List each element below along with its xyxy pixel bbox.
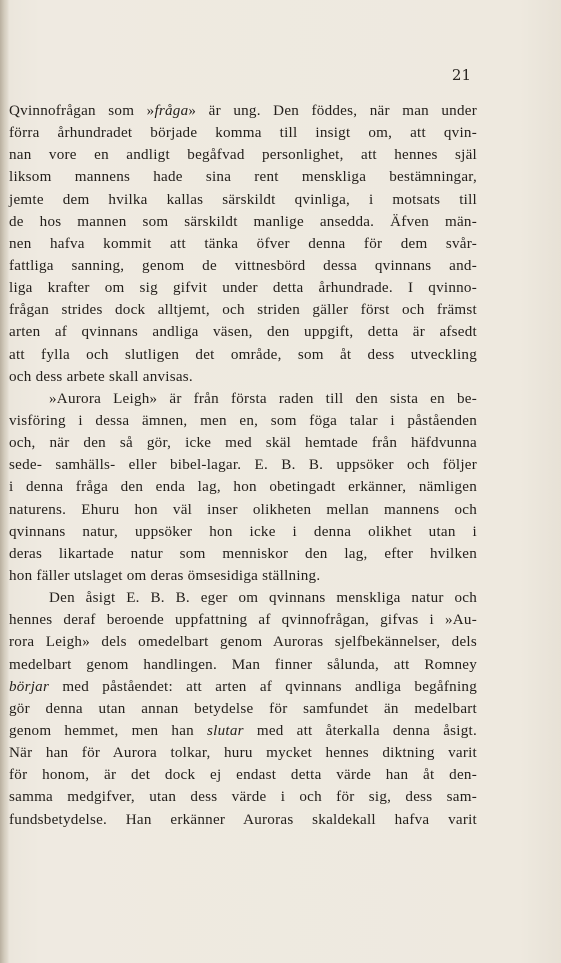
- text-line: att fylla och slutligen det område, som åt dess utveckling: [9, 346, 477, 363]
- text-line: frågan strides dock alltjemt, och striden gäller först och främst: [9, 302, 477, 319]
- text-line: genom hemmet, men han slutar med att återkalla denna åsigt.: [9, 722, 477, 739]
- text-line: för honom, är det dock ej endast detta värde han åt den-: [9, 767, 477, 784]
- text-line: deras likartade natur som menniskor den lag, efter hvilken: [9, 545, 477, 562]
- text-line: qvinnans natur, uppsöker hon icke i denna olikhet utan i: [9, 523, 477, 540]
- text-line: samma medgifver, utan dess värde i och för sig, dess sam-: [9, 789, 477, 806]
- text-line: »Aurora Leigh» är från första raden till den sista en be-: [49, 390, 477, 407]
- text-line: i denna fråga den enda lag, hon obetingadt erkänner, nämligen: [9, 479, 477, 496]
- text-line: visföring i dessa ämnen, men en, som föga talar i påståenden: [9, 412, 477, 429]
- text-line: fattliga sanning, genom de vittnesbörd dessa qvinnans and-: [9, 257, 477, 274]
- text-line: medelbart genom handlingen. Man finner sålunda, att Romney: [9, 656, 477, 673]
- text-line: nan vore en andligt begåfvad personlighet, att hennes själ: [9, 147, 477, 164]
- text-line: arten af qvinnans andliga väsen, den uppgift, detta är afsedt: [9, 324, 477, 341]
- page-binding-edge: [0, 0, 9, 963]
- page-number: 21: [451, 66, 471, 84]
- text-line: förra århundradet började komma till insigt om, att qvin-: [9, 125, 477, 142]
- text-line: nen hafva kommit att tänka öfver denna för dem svår-: [9, 235, 477, 252]
- text-line: jemte dem hvilka kallas särskildt qvinliga, i motsats till: [9, 191, 477, 208]
- text-line: och, när den så gör, icke med skäl hemtade från häfdvunna: [9, 435, 477, 452]
- text-line: liksom mannens hade sina rent menskliga bestämningar,: [9, 169, 477, 186]
- text-line: hon fäller utslaget om deras ömsesidiga ställning.: [9, 567, 321, 584]
- text-line: rora Leigh» dels omedelbart genom Auroras sjelfbekännelser, dels: [9, 634, 477, 651]
- text-line: hennes deraf beroende uppfattning af qvinnofrågan, gifvas i »Au-: [9, 612, 477, 629]
- text-line: börjar med påståendet: att arten af qvinnans andliga begåfning: [9, 678, 477, 695]
- text-line: sede- samhälls- eller bibel-lagar. E. B. B. uppsöker och följer: [9, 457, 477, 474]
- page-body-text: [9, 100, 477, 831]
- text-line: fundsbetydelse. Han erkänner Auroras skaldekall hafva varit: [9, 811, 477, 828]
- text-line: Den åsigt E. B. B. eger om qvinnans menskliga natur och: [49, 590, 477, 607]
- text-line: naturens. Ehuru hon väl inser olikheten mellan mannens och: [9, 501, 477, 518]
- text-line: När han för Aurora tolkar, huru mycket hennes diktning varit: [9, 745, 477, 762]
- text-line: gör denna utan annan betydelse för samfundet än medelbart: [9, 700, 477, 717]
- text-line: Qvinnofrågan som »fråga» är ung. Den föddes, när man under: [9, 103, 477, 119]
- text-line: de hos mannen som särskildt manlige ansedda. Äfven män-: [9, 213, 477, 230]
- text-line: liga krafter om sig gifvit under detta århundrade. I qvinno-: [9, 280, 477, 297]
- text-line: och dess arbete skall anvisas.: [9, 368, 193, 385]
